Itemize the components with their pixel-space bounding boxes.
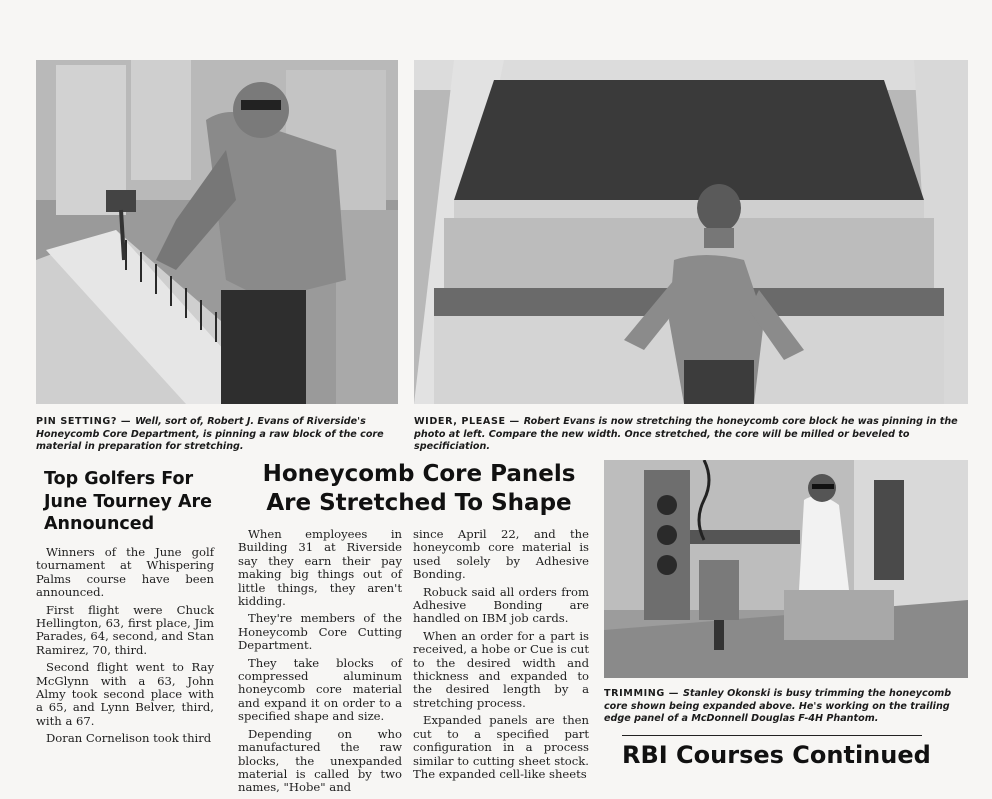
photo-man-hammering-pins	[36, 60, 398, 404]
caption-text: Robert Evans is now stretching the honeycomb core block he was pinning in the photo at left. Compare the new width. Once stretched, the core will be milled or beveled to specificiation.	[414, 416, 958, 452]
honeycomb-paragraph: When an order for a part is received, a hobe or Cue is cut to the desired width and thickness and expanded to the desired length by a stretching process.	[413, 628, 589, 710]
golf-article-body	[36, 546, 214, 750]
honeycomb-paragraph: Depending on who manufactured the raw blocks, the unexpanded material is called by two names, "Hobe" and	[238, 726, 402, 795]
honeycomb-column-2	[413, 528, 589, 785]
caption-lead: PIN SETTING? —	[36, 416, 136, 427]
honeycomb-paragraph: When employees in Building 31 at Riverside say they earn their pay making big things out of little things, they aren't kidding.	[238, 527, 402, 609]
honeycomb-paragraph: They're members of the Honeycomb Core Cutting Department.	[238, 611, 402, 653]
honeycomb-column-1	[238, 528, 402, 799]
golf-paragraph: First flight were Chuck Hellington, 63, first place, Jim Parades, 64, second, and Stan Ramirez, 70, third.	[36, 602, 214, 657]
headline-line-2: Are Stretched To Shape	[266, 490, 572, 516]
photo-pin-setting	[36, 60, 398, 404]
honeycomb-paragraph: since April 22, and the honeycomb core material is used solely by Adhesive Bonding.	[413, 527, 589, 582]
caption-pin-setting	[36, 416, 398, 454]
photo-man-trimming-core	[604, 460, 968, 678]
caption-trimming	[604, 688, 970, 726]
caption-lead: WIDER, PLEASE —	[414, 416, 524, 427]
caption-text: Well, sort of, Robert J. Evans of Riverside's Honeycomb Core Department, is pinning a raw block of the core material in preparation for stretching.	[36, 416, 384, 452]
section-divider	[622, 735, 922, 736]
headline-line-1: Honeycomb Core Panels	[262, 461, 576, 487]
golf-headline: Top Golfers For June Tourney Are Announced	[44, 469, 212, 534]
golf-paragraph: Winners of the June golf tournament at Whispering Palms course have been announced.	[36, 545, 214, 600]
rbi-headline: RBI Courses Continued	[622, 741, 931, 769]
photo-man-stretching-core	[414, 60, 968, 404]
honeycomb-paragraph: They take blocks of compressed aluminum honeycomb core material and expand it on order to a specified shape and size.	[238, 655, 402, 724]
golf-paragraph: Doran Cornelison took third	[46, 731, 212, 746]
caption-lead: TRIMMING —	[604, 688, 683, 699]
caption-text: Stanley Okonski is busy trimming the honeycomb core shown being expanded above. He's working on the trailing edge panel of a McDonnell Douglas F-4H Phantom.	[604, 688, 952, 724]
golf-paragraph: Second flight went to Ray McGlynn with a 63, John Almy took second place with a 65, and Lynn Belver, third, with a 67.	[36, 660, 214, 728]
photo-wider-please	[414, 60, 968, 404]
honeycomb-paragraph: Expanded panels are then cut to a specified part configuration in a process similar to cutting sheet stock. The expanded cell-like sheets	[413, 713, 589, 781]
honeycomb-paragraph: Robuck said all orders from Adhesive Bonding are handled on IBM job cards.	[413, 584, 589, 626]
photo-trimming	[604, 460, 968, 678]
caption-wider-please	[414, 416, 974, 454]
honeycomb-headline	[234, 460, 604, 518]
